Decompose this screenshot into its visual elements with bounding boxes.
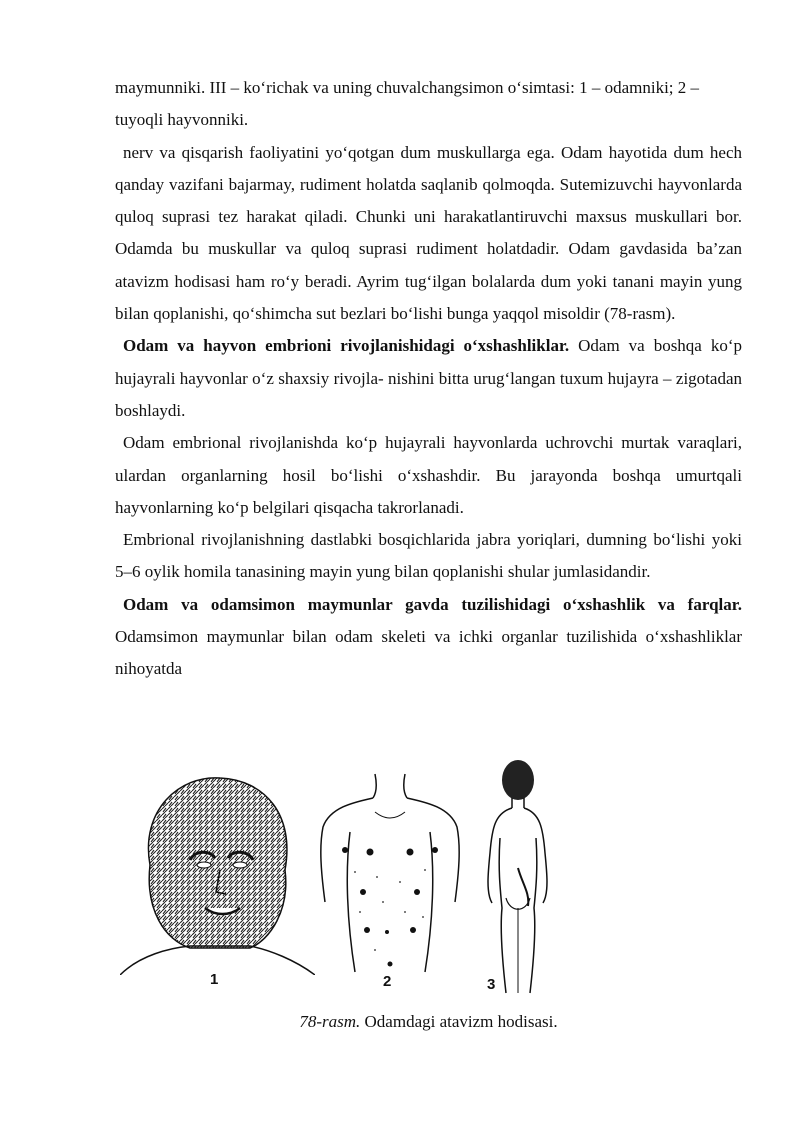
paragraph-apes-body: Odamsimon maymunlar bilan odam skeleti va ichki organlar tuzilishida o‘xshashliklar nihoyatda: [115, 627, 742, 679]
paragraph-apes-comparison: [115, 589, 742, 686]
figure-torso-extra-nipples: [315, 772, 465, 977]
figure-label-2: 2: [383, 973, 392, 990]
section-heading-embryo: Odam va hayvon embrioni rivojlanishidagi o‘xshashliklar.: [123, 336, 570, 356]
paragraph-early-stages: Embrional rivojlanishning dastlabki bosqichlarida jabra yoriqlari, dumning bo‘lishi yoki 5–6 oylik homila tanasining mayin yung bilan qoplanishi shular jumlasidandir.: [115, 530, 742, 582]
page-text: [115, 72, 742, 686]
paragraph-germ-layers: Odam embrional rivojlanishda ko‘p hujayrali hayvonlarda uchrovchi murtak varaqlari, ulardan organlarning hosil bo‘lishi o‘xshashdir. Bu jarayonda boshqa umurtqali hayvonlarning ko‘p belgilari qisqacha takrorlanadi.: [115, 433, 742, 517]
paragraph-embryo-similarity: [115, 330, 742, 427]
figure-hairy-face: [120, 770, 315, 975]
figure-78: [115, 756, 742, 1001]
figure-label-3: 3: [487, 976, 496, 993]
section-heading-apes: Odam va odamsimon maymunlar gavda tuzilishidagi o‘xshashlik va farqlar.: [123, 594, 742, 614]
figure-label-1: 1: [210, 971, 219, 988]
previous-figure-caption: maymunniki. III – ko‘richak va uning chuvalchangsimon o‘simtasi: 1 – odamniki; 2 – tuyoqli hayvonniki.: [115, 78, 700, 130]
figure-caption: [115, 1008, 742, 1036]
paragraph-embryo-body: Odam va boshqa ko‘p hujayrali hayvonlar o‘z shaxsiy rivojla- nishini bitta urug‘langan tuxum hujayra – zigotadan boshlaydi.: [115, 336, 742, 420]
figure-caption-ref: 78-rasm.: [299, 1012, 361, 1031]
paragraph-rudiments: nerv va qisqarish faoliyatini yo‘qotgan dum muskullarga ega. Odam hayotida dum hech qanday vazifani bajarmay, rudiment holatda saqlanib qolmoqda. Sutemizuvchi hayvonlarda quloq suprasi tez harakat qiladi. Chunki uni harakatlantiruvchi maxsus muskullari bor. Odamda bu muskullar va quloq suprasi rudiment holatdadir. Odam gavdasida ba’zan atavizm hodisasi ham ro‘y beradi. Ayrim tug‘ilgan bolalarda dum yoki tanani mayin yung bilan qoplanishi, qo‘shimcha sut bezlari bo‘lishi bunga yaqqol misoldir (78-rasm).: [115, 142, 742, 324]
figure-body-with-tail: [480, 758, 555, 998]
figure-caption-text: Odamdagi atavizm hodisasi.: [360, 1012, 558, 1031]
